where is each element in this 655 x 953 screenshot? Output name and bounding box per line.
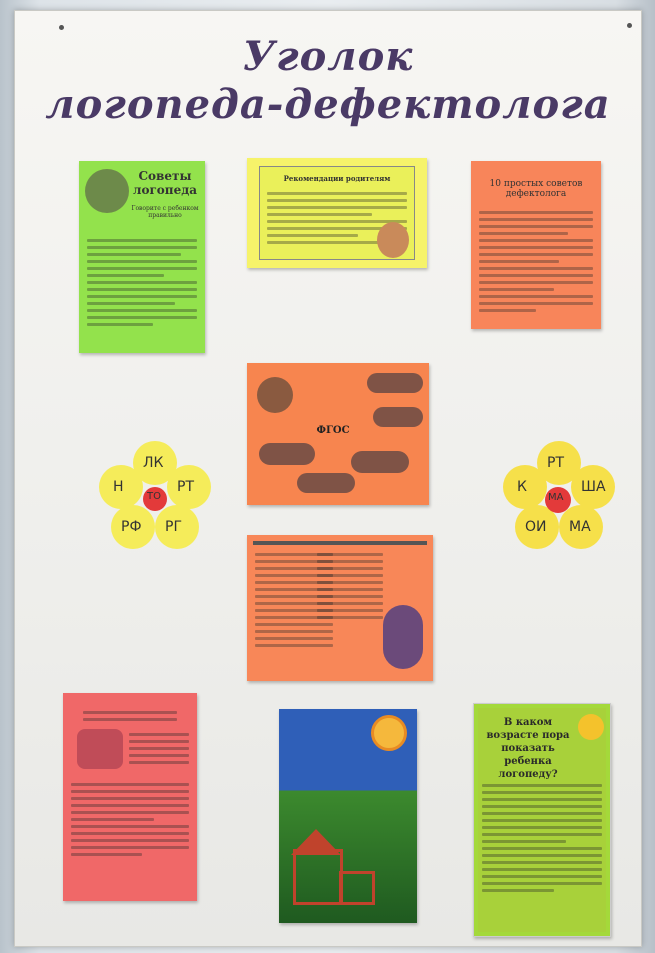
- flower-petal-label: РТ: [547, 455, 564, 471]
- poster-speech-therapist-tips: [79, 161, 205, 353]
- notice-board: [14, 10, 642, 947]
- girl-illustration: [377, 222, 409, 258]
- flower-petal-label: ЛК: [143, 455, 164, 471]
- poster-body-text: [482, 780, 602, 896]
- family-illustration: [383, 605, 423, 669]
- flower-petal-label: РТ: [177, 479, 194, 495]
- flower-petal-label: ША: [581, 479, 606, 495]
- poster-game-recommendations: [63, 693, 197, 901]
- poster-fgos: [247, 363, 429, 505]
- fence-drawing: [339, 871, 375, 905]
- flower-petal-label: РФ: [121, 519, 142, 535]
- roof-drawing: [291, 829, 341, 855]
- board-title-line2: логопеда-дефектолога: [45, 81, 611, 128]
- poster-article: [247, 535, 433, 681]
- poster-heading: В каком возрасте пора показать ребенка логопеду?: [486, 717, 570, 780]
- flower-petal-label: ОИ: [525, 519, 547, 535]
- flower-center-label: МА: [548, 492, 564, 503]
- poster-heading: Рекомендации родителям: [283, 174, 391, 183]
- house-drawing: [293, 849, 343, 905]
- child-illustration: [257, 377, 293, 413]
- cloud-shape: [297, 473, 355, 493]
- board-title-line1: Уголок: [242, 33, 414, 80]
- poster-body-text: [83, 707, 177, 725]
- poster-subheading: Говорите с ребенком правильно: [131, 205, 199, 219]
- poster-heading: 10 простых советов дефектолога: [489, 179, 583, 199]
- poster-body-text: [129, 729, 189, 768]
- syllable-flower-left: [97, 441, 213, 557]
- sun-drawing: [578, 714, 604, 740]
- flower-petal-label: РГ: [165, 519, 182, 535]
- flower-petal-label: МА: [569, 519, 591, 535]
- pin: [59, 25, 64, 30]
- flower-petal-label: К: [517, 479, 527, 495]
- poster-body-text: [71, 779, 189, 860]
- syllable-flower-right: [501, 441, 617, 557]
- poster-body-text: [87, 235, 197, 330]
- flower-center-label: ТО: [147, 491, 161, 502]
- fgos-label: ФГОС: [316, 425, 350, 436]
- cloud-shape: [351, 451, 409, 473]
- cloud-shape: [367, 373, 423, 393]
- child-illustration: [85, 169, 129, 213]
- cloud-shape: [373, 407, 423, 427]
- children-illustration: [77, 729, 123, 769]
- pin: [627, 23, 632, 28]
- cloud-shape: [259, 443, 315, 465]
- poster-body-text: [317, 549, 383, 623]
- poster-ten-tips: [471, 161, 601, 329]
- poster-parent-recommendations: [247, 158, 427, 268]
- sun-drawing: [371, 715, 407, 751]
- flower-petal-label: Н: [113, 479, 124, 495]
- child-painting: [279, 709, 417, 923]
- poster-body-text: [479, 207, 593, 316]
- poster-age-question: [473, 703, 611, 937]
- poster-heading: Советы логопеда: [132, 169, 197, 197]
